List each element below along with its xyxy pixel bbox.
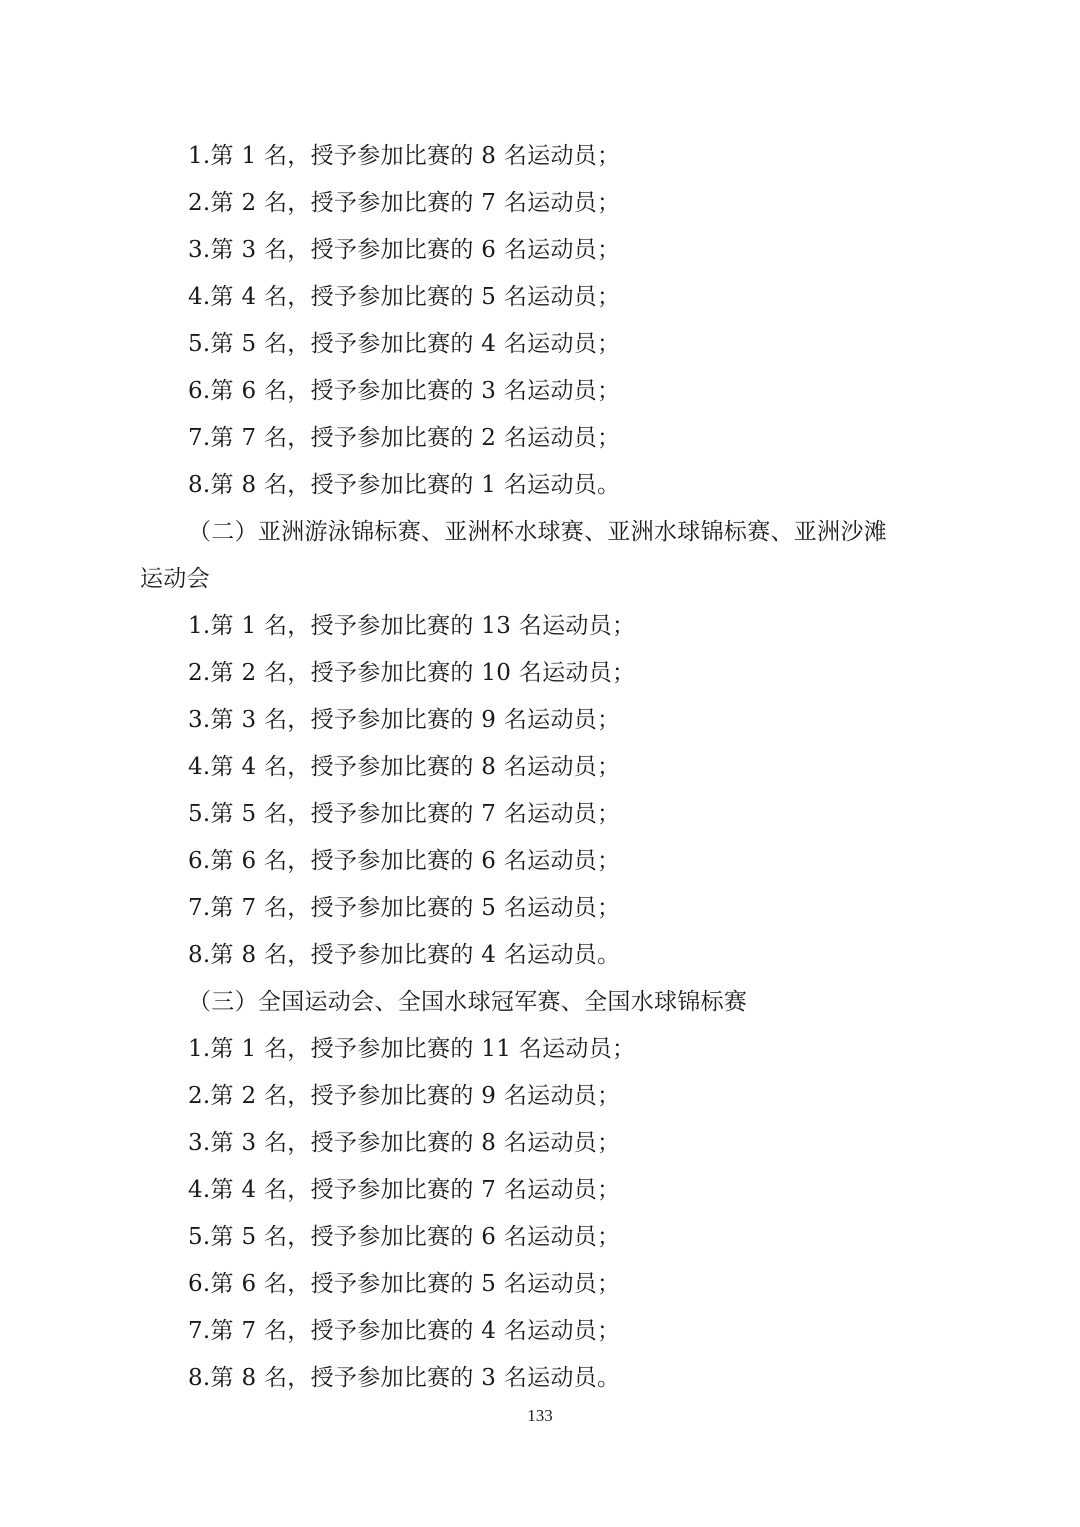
list-item: 3.第 3 名，授予参加比赛的 6 名运动员；: [188, 237, 621, 263]
list-item: 3.第 3 名，授予参加比赛的 9 名运动员；: [188, 707, 621, 733]
list-item: 8.第 8 名，授予参加比赛的 1 名运动员。: [188, 472, 621, 498]
list-item: 2.第 2 名，授予参加比赛的 7 名运动员；: [188, 190, 621, 216]
list-item: 4.第 4 名，授予参加比赛的 5 名运动员；: [188, 284, 621, 310]
list-item: 5.第 5 名，授予参加比赛的 7 名运动员；: [188, 801, 621, 827]
list-item: 7.第 7 名，授予参加比赛的 2 名运动员；: [188, 425, 621, 451]
list-item: 8.第 8 名，授予参加比赛的 3 名运动员。: [188, 1365, 621, 1391]
section-2-heading-continuation: 运动会: [140, 566, 210, 592]
list-item: 2.第 2 名，授予参加比赛的 10 名运动员；: [188, 660, 636, 686]
list-item: 6.第 6 名，授予参加比赛的 3 名运动员；: [188, 378, 621, 404]
list-item: 5.第 5 名，授予参加比赛的 4 名运动员；: [188, 331, 621, 357]
list-item: 6.第 6 名，授予参加比赛的 5 名运动员；: [188, 1271, 621, 1297]
list-item: 6.第 6 名，授予参加比赛的 6 名运动员；: [188, 848, 621, 874]
page-number: 133: [527, 1406, 553, 1425]
section-1-list: [140, 133, 950, 509]
list-item: 1.第 1 名，授予参加比赛的 13 名运动员；: [188, 613, 636, 639]
list-item: 4.第 4 名，授予参加比赛的 8 名运动员；: [188, 754, 621, 780]
list-item: 1.第 1 名，授予参加比赛的 8 名运动员；: [188, 143, 621, 169]
list-item: 5.第 5 名，授予参加比赛的 6 名运动员；: [188, 1224, 621, 1250]
list-item: 8.第 8 名，授予参加比赛的 4 名运动员。: [188, 942, 621, 968]
list-item: 1.第 1 名，授予参加比赛的 11 名运动员；: [188, 1036, 636, 1062]
section-2-heading: （二）亚洲游泳锦标赛、亚洲杯水球赛、亚洲水球锦标赛、亚洲沙滩: [188, 519, 887, 545]
list-item: 7.第 7 名，授予参加比赛的 5 名运动员；: [188, 895, 621, 921]
section-3: [140, 979, 950, 1402]
list-item: 7.第 7 名，授予参加比赛的 4 名运动员；: [188, 1318, 621, 1344]
document-body: [140, 133, 950, 1402]
list-item: 4.第 4 名，授予参加比赛的 7 名运动员；: [188, 1177, 621, 1203]
section-2: [140, 509, 950, 979]
list-item: 2.第 2 名，授予参加比赛的 9 名运动员；: [188, 1083, 621, 1109]
list-item: 3.第 3 名，授予参加比赛的 8 名运动员；: [188, 1130, 621, 1156]
section-3-heading: （三）全国运动会、全国水球冠军赛、全国水球锦标赛: [188, 989, 748, 1015]
